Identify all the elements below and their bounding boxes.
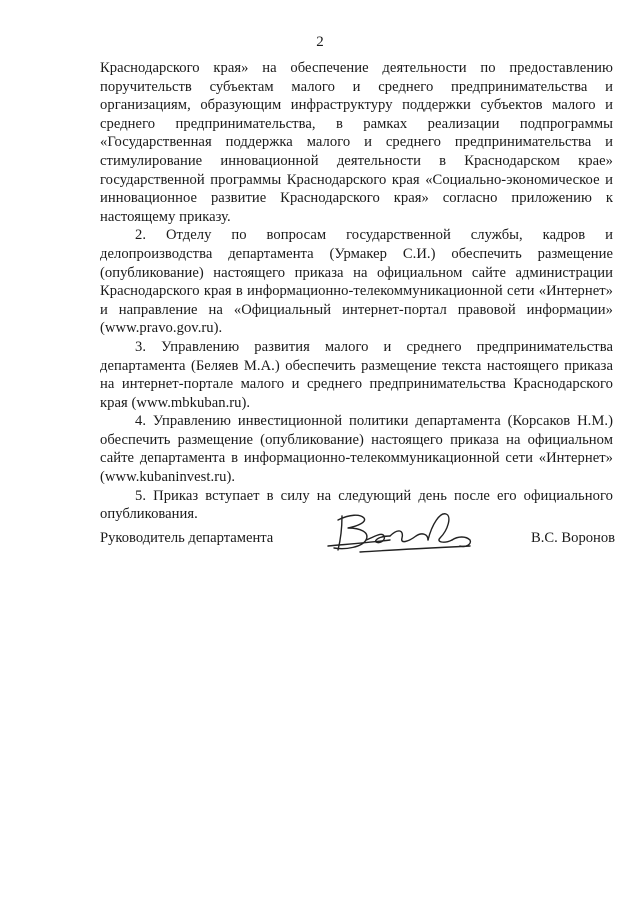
paragraph-2-item: 2. Отделу по вопросам государственной службы, кадров и делопроизводства департамента (Урмакер С.И.) обеспечить размещение (опубликование) настоящего приказа на официальном сайте администрации Краснодарского края в информационно-телекоммуникационной сети «Интернет» и направление на «Официальный интернет-портал правовой информации» (www.pravo.gov.ru).	[100, 227, 613, 337]
handwritten-signature	[320, 506, 490, 564]
paragraph-3-item: 3. Управлению развития малого и среднего предпринимательства департамента (Беляев М.А.) обеспечить размещение текста настоящего приказа на интернет-портале малого и среднего предпринимательства Краснодарского края (www.mbkuban.ru).	[100, 338, 613, 411]
paragraph-1-continuation: Краснодарского края» на обеспечение деятельности по предоставлению поручительств субъектам малого и среднего предпринимательства и организациям, образующим инфраструктуру поддержки субъектов малого и среднего предпринимательства, в рамках реализации подпрограммы «Государственная поддержка малого и среднего предпринимательства и стимулирование инновационной деятельности в Краснодарском крае» государственной программы Краснодарского края «Социально-экономическое и инновационное развитие Краснодарского края» согласно приложению к настоящему приказу.	[100, 60, 613, 225]
document-body	[100, 59, 613, 524]
signature-block	[100, 506, 620, 566]
paragraph-5-item: 5. Приказ вступает в силу на следующий день после его официального опубликования.	[100, 487, 613, 523]
page-number: 2	[316, 34, 324, 50]
paragraph-4-item: 4. Управлению инвестиционной политики департамента (Корсаков Н.М.) обеспечить размещение (опубликование) настоящего приказа на официальном сайте департамента в информационно-телекоммуникационной сети «Интернет» (www.kubaninvest.ru).	[100, 413, 613, 486]
signatory-name: В.С. Воронов	[531, 530, 616, 546]
signatory-title: Руководитель департамента	[100, 530, 274, 546]
